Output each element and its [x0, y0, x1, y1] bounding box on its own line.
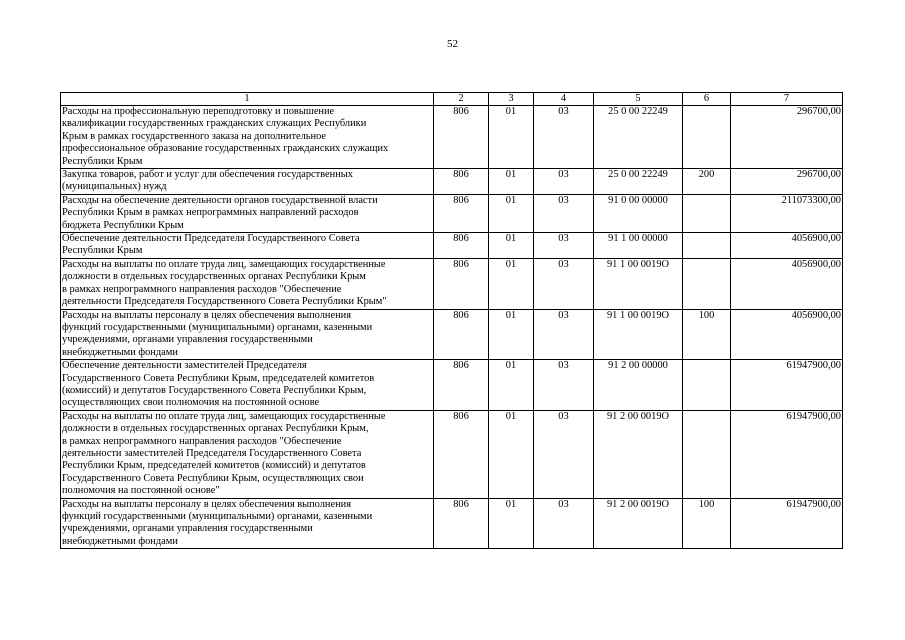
row-description: Обеспечение деятельности Председателя Государственного Совета Республики Крым — [61, 233, 434, 259]
row-admin-code: 806 — [434, 258, 489, 309]
row-subsection-code: 03 — [534, 498, 594, 549]
row-description: Расходы на выплаты по оплате труда лиц, замещающих государственные должности в отдельных государственных органах Республики Крым в рамках непрограммного направления расходов "Обеспечение деятельности Председателя Государственного Совета Республики Крым" — [61, 258, 434, 309]
page-number: 52 — [447, 38, 458, 50]
row-amount: 4056900,00 — [731, 309, 843, 360]
row-section-code: 01 — [489, 360, 534, 411]
row-subsection-code: 03 — [534, 169, 594, 195]
table-row — [61, 194, 843, 232]
table-body — [61, 106, 843, 549]
row-target-code: 91 2 00 0019О — [594, 410, 683, 498]
row-description: Расходы на выплаты персоналу в целях обеспечения выполнения функций государственными (муниципальными) органами, казенными учреждениями, органами управления государственными внебюджетными фондами — [61, 498, 434, 549]
row-amount: 4056900,00 — [731, 233, 843, 259]
row-section-code: 01 — [489, 258, 534, 309]
row-admin-code: 806 — [434, 194, 489, 232]
row-target-code: 25 0 00 22249 — [594, 106, 683, 169]
table-row — [61, 360, 843, 411]
row-target-code: 91 0 00 00000 — [594, 194, 683, 232]
row-description: Расходы на выплаты персоналу в целях обеспечения выполнения функций государственными (муниципальными) органами, казенными учреждениями, органами управления государственными внебюджетными фондами — [61, 309, 434, 360]
row-subsection-code: 03 — [534, 410, 594, 498]
row-description: Обеспечение деятельности заместителей Председателя Государственного Совета Республики Крым, председателей комитетов (комиссий) и депутатов Государственного Совета Республики Крым, осуществляющих свои полномочия на постоянной основе — [61, 360, 434, 411]
row-amount: 296700,00 — [731, 106, 843, 169]
row-target-code: 91 2 00 0019О — [594, 498, 683, 549]
row-target-code: 91 1 00 00000 — [594, 233, 683, 259]
row-admin-code: 806 — [434, 309, 489, 360]
header-col-3: 3 — [489, 93, 534, 106]
row-expense-type-code: 100 — [683, 498, 731, 549]
row-admin-code: 806 — [434, 360, 489, 411]
row-amount: 4056900,00 — [731, 258, 843, 309]
row-amount: 61947900,00 — [731, 410, 843, 498]
row-description: Расходы на профессиональную переподготовку и повышение квалификации государственных гражданских служащих Республики Крым в рамках государственного заказа на дополнительное профессиональное образование государственных гражданских служащих Республики Крым — [61, 106, 434, 169]
row-section-code: 01 — [489, 169, 534, 195]
row-subsection-code: 03 — [534, 360, 594, 411]
row-target-code: 91 1 00 0019О — [594, 258, 683, 309]
row-subsection-code: 03 — [534, 309, 594, 360]
row-admin-code: 806 — [434, 233, 489, 259]
row-expense-type-code: 200 — [683, 169, 731, 195]
row-section-code: 01 — [489, 194, 534, 232]
row-expense-type-code: 100 — [683, 309, 731, 360]
header-col-6: 6 — [683, 93, 731, 106]
row-subsection-code: 03 — [534, 233, 594, 259]
row-expense-type-code — [683, 258, 731, 309]
row-expense-type-code — [683, 360, 731, 411]
table-row — [61, 233, 843, 259]
row-amount: 61947900,00 — [731, 498, 843, 549]
row-expense-type-code — [683, 233, 731, 259]
row-description: Расходы на обеспечение деятельности органов государственной власти Республики Крым в рамках непрограммных направлений расходов бюджета Республики Крым — [61, 194, 434, 232]
row-section-code: 01 — [489, 498, 534, 549]
row-amount: 296700,00 — [731, 169, 843, 195]
row-amount: 61947900,00 — [731, 360, 843, 411]
row-subsection-code: 03 — [534, 258, 594, 309]
row-expense-type-code — [683, 410, 731, 498]
table-row — [61, 258, 843, 309]
budget-table — [60, 92, 843, 549]
row-section-code: 01 — [489, 106, 534, 169]
table-row — [61, 410, 843, 498]
table-row — [61, 106, 843, 169]
row-subsection-code: 03 — [534, 194, 594, 232]
row-target-code: 91 1 00 0019О — [594, 309, 683, 360]
row-description: Закупка товаров, работ и услуг для обеспечения государственных (муниципальных) нужд — [61, 169, 434, 195]
row-description: Расходы на выплаты по оплате труда лиц, замещающих государственные должности в отдельных государственных органах Республики Крым, в рамках непрограммного направления расходов "Обеспечение деятельности заместителей Председателя Государственного Совета Республики Крым, председателей комитетов (комиссий) и депутатов Государственного Совета Республики Крым, осуществляющих свои полномочия на постоянной основе" — [61, 410, 434, 498]
header-col-2: 2 — [434, 93, 489, 106]
row-subsection-code: 03 — [534, 106, 594, 169]
row-section-code: 01 — [489, 233, 534, 259]
row-admin-code: 806 — [434, 169, 489, 195]
header-col-1: 1 — [61, 93, 434, 106]
row-expense-type-code — [683, 194, 731, 232]
table-row — [61, 498, 843, 549]
row-admin-code: 806 — [434, 498, 489, 549]
row-target-code: 91 2 00 00000 — [594, 360, 683, 411]
row-section-code: 01 — [489, 309, 534, 360]
row-expense-type-code — [683, 106, 731, 169]
row-target-code: 25 0 00 22249 — [594, 169, 683, 195]
header-col-4: 4 — [534, 93, 594, 106]
row-amount: 211073300,00 — [731, 194, 843, 232]
header-row — [61, 93, 843, 106]
row-admin-code: 806 — [434, 410, 489, 498]
header-col-7: 7 — [731, 93, 843, 106]
table-row — [61, 309, 843, 360]
row-admin-code: 806 — [434, 106, 489, 169]
row-section-code: 01 — [489, 410, 534, 498]
table-row — [61, 169, 843, 195]
header-col-5: 5 — [594, 93, 683, 106]
